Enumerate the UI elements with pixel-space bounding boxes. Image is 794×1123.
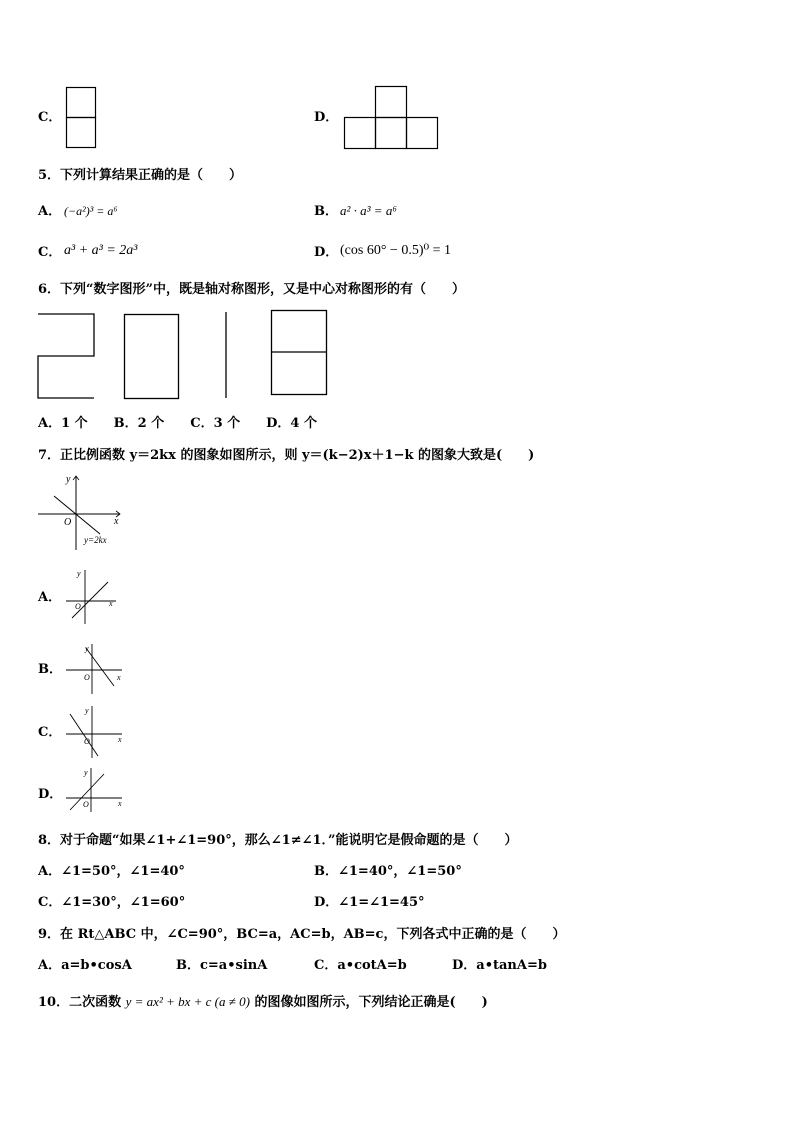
q7-a-origin: O	[75, 602, 81, 611]
q7-option-c-graph	[64, 704, 128, 760]
q7-option-b-label: B．	[38, 662, 62, 677]
q7-b-y-label: y	[85, 644, 89, 653]
q10-stem-math: y = ax² + bx + c (a ≠ 0)	[125, 994, 250, 1009]
q6-figure-digit-8	[272, 311, 327, 395]
q7-c-x-label: x	[118, 735, 122, 744]
q6-figure-digit-2	[38, 314, 94, 398]
q7-option-d-graph	[64, 766, 128, 814]
q7-a-y-label: y	[77, 569, 81, 578]
q9-option-d: D．a•tanA=b	[452, 958, 547, 973]
q8-stem: 8．对于命题“如果∠1+∠1=90°，那么∠1≠∠1．”能说明它是假命题的是（ ）	[38, 833, 518, 848]
q6-options: A．1 个 B．2 个 C．3 个 D．4 个	[38, 416, 317, 431]
q5-option-a-math: (−a²)³ = a⁶	[64, 204, 118, 218]
q6-figure-digit-0	[125, 315, 179, 399]
q7-b-origin: O	[84, 673, 90, 682]
q4-option-c-figure	[66, 87, 98, 149]
q5-option-b-math: a² · a³ = a⁶	[340, 203, 397, 218]
q10-stem	[38, 994, 488, 1011]
q5-stem: 5．下列计算结果正确的是（ ）	[38, 168, 243, 183]
q7-option-a-label: A．	[38, 590, 62, 605]
q4-option-c-label: C．	[38, 110, 62, 125]
q7-main-graph-line-label: y=2kx	[84, 535, 107, 545]
q5-option-c-math: a³ + a³ = 2a³	[64, 243, 138, 258]
q7-option-a-graph	[64, 568, 124, 628]
q9-option-c: C．a•cotA=b	[314, 958, 407, 973]
q7-main-graph-origin: O	[64, 517, 72, 528]
q6-stem: 6．下列“数字图形”中，既是轴对称图形，又是中心对称图形的有（ ）	[38, 282, 466, 297]
q7-d-y-label: y	[84, 768, 88, 777]
q7-d-x-label: x	[118, 799, 122, 808]
q7-option-d-label: D．	[38, 787, 63, 802]
q7-option-b-graph	[64, 642, 128, 698]
q7-stem: 7．正比例函数 y＝2kx 的图象如图所示，则 y＝(k−2)x＋1−k 的图象大致是( )	[38, 448, 535, 463]
q7-option-c-label: C．	[38, 725, 62, 740]
q4-option-d-figure	[344, 86, 440, 150]
q9-option-a: A．a=b•cosA	[38, 958, 132, 973]
q8-option-a: A．∠1=50°，∠1=40°	[38, 864, 185, 879]
q5-option-a-label: A．	[38, 204, 62, 219]
q8-option-b: B．∠1=40°，∠1=50°	[314, 864, 462, 879]
q8-option-d: D．∠1=∠1=45°	[314, 895, 425, 910]
q9-option-b: B．c=a•sinA	[176, 958, 268, 973]
q4-option-d-label: D．	[314, 110, 339, 125]
q5-option-d-math: (cos 60° − 0.5)⁰ = 1	[340, 243, 451, 258]
q7-c-y-label: y	[85, 706, 89, 715]
q8-option-c: C．∠1=30°，∠1=60°	[38, 895, 186, 910]
q7-b-x-label: x	[117, 673, 121, 682]
q7-main-graph	[36, 472, 126, 552]
q5-option-b-label: B．	[314, 204, 338, 219]
q7-d-origin: O	[83, 800, 89, 809]
q5-option-d-label: D．	[314, 245, 339, 260]
q10-stem-suffix: 的图像如图所示，下列结论正确是( )	[249, 995, 488, 1010]
q6-figures	[36, 306, 336, 402]
q7-main-graph-y-label: y	[66, 474, 71, 485]
q10-stem-prefix: 10．二次函数	[38, 995, 126, 1010]
q7-c-origin: O	[84, 737, 90, 746]
q5-option-c-label: C．	[38, 245, 62, 260]
q7-main-graph-x-label: x	[114, 516, 119, 527]
q9-stem: 9．在 Rt△ABC 中，∠C=90°，BC=a，AC=b，AB=c，下列各式中正确的是（ ）	[38, 927, 566, 942]
q7-a-x-label: x	[109, 599, 113, 608]
